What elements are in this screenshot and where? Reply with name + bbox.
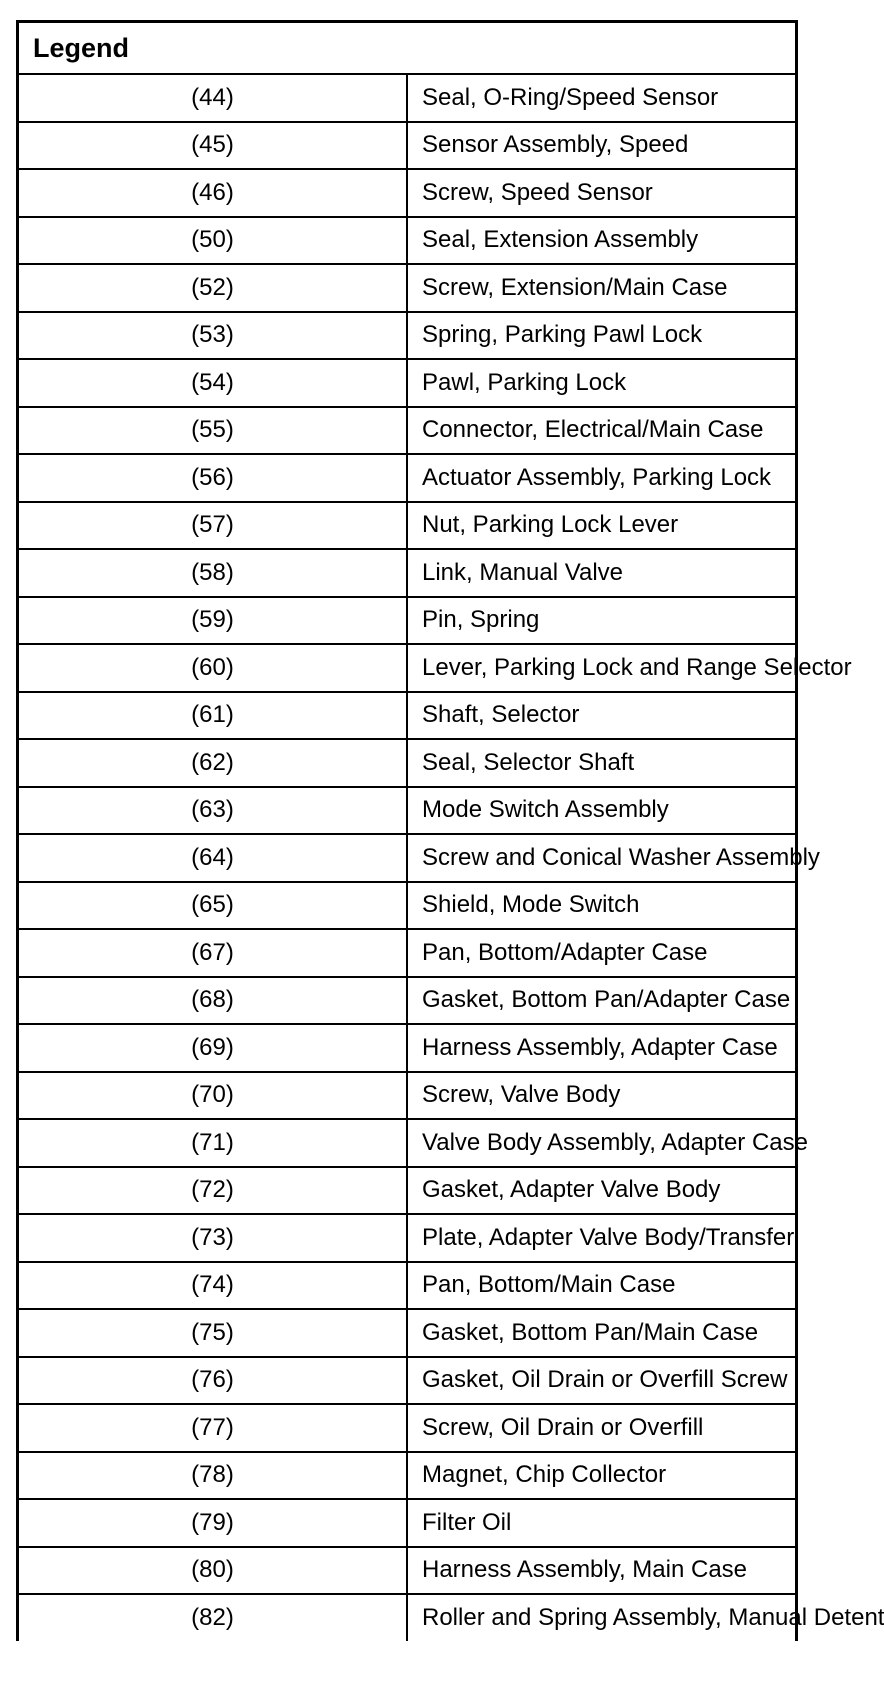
legend-item-description: Harness Assembly, Adapter Case bbox=[407, 1024, 797, 1072]
legend-item-description: Seal, Extension Assembly bbox=[407, 217, 797, 265]
legend-item-description: Sensor Assembly, Speed bbox=[407, 122, 797, 170]
legend-item-number: (58) bbox=[18, 549, 408, 597]
legend-item-description: Gasket, Adapter Valve Body bbox=[407, 1167, 797, 1215]
legend-item-description: Harness Assembly, Main Case bbox=[407, 1547, 797, 1595]
legend-item-description: Connector, Electrical/Main Case bbox=[407, 407, 797, 455]
legend-item-number: (79) bbox=[18, 1499, 408, 1547]
legend-item-number: (74) bbox=[18, 1262, 408, 1310]
legend-item-number: (50) bbox=[18, 217, 408, 265]
legend-item-number: (72) bbox=[18, 1167, 408, 1215]
legend-item-number: (82) bbox=[18, 1594, 408, 1641]
legend-item-description: Magnet, Chip Collector bbox=[407, 1452, 797, 1500]
legend-item-description: Pan, Bottom/Adapter Case bbox=[407, 929, 797, 977]
legend-row bbox=[18, 407, 797, 455]
legend-row bbox=[18, 787, 797, 835]
legend-row bbox=[18, 122, 797, 170]
legend-row bbox=[18, 1262, 797, 1310]
legend-item-number: (61) bbox=[18, 692, 408, 740]
legend-item-description: Pawl, Parking Lock bbox=[407, 359, 797, 407]
legend-item-description: Filter Oil bbox=[407, 1499, 797, 1547]
legend-row bbox=[18, 74, 797, 122]
legend-item-number: (53) bbox=[18, 312, 408, 360]
legend-item-number: (65) bbox=[18, 882, 408, 930]
legend-item-number: (45) bbox=[18, 122, 408, 170]
legend-row bbox=[18, 1072, 797, 1120]
legend-row bbox=[18, 549, 797, 597]
legend-item-number: (76) bbox=[18, 1357, 408, 1405]
legend-item-number: (44) bbox=[18, 74, 408, 122]
legend-item-number: (68) bbox=[18, 977, 408, 1025]
legend-row bbox=[18, 929, 797, 977]
legend-item-number: (75) bbox=[18, 1309, 408, 1357]
legend-row bbox=[18, 454, 797, 502]
legend-item-number: (73) bbox=[18, 1214, 408, 1262]
legend-row bbox=[18, 1594, 797, 1641]
legend-item-number: (52) bbox=[18, 264, 408, 312]
legend-row bbox=[18, 882, 797, 930]
legend-item-number: (56) bbox=[18, 454, 408, 502]
legend-row bbox=[18, 1167, 797, 1215]
legend-item-description: Lever, Parking Lock and Range Selector bbox=[407, 644, 797, 692]
legend-item-description: Plate, Adapter Valve Body/Transfer bbox=[407, 1214, 797, 1262]
legend-item-number: (57) bbox=[18, 502, 408, 550]
legend-item-number: (70) bbox=[18, 1072, 408, 1120]
legend-row bbox=[18, 597, 797, 645]
legend-row bbox=[18, 739, 797, 787]
legend-row bbox=[18, 502, 797, 550]
legend-item-description: Screw, Speed Sensor bbox=[407, 169, 797, 217]
legend-item-number: (63) bbox=[18, 787, 408, 835]
legend-row bbox=[18, 644, 797, 692]
legend-item-description: Pan, Bottom/Main Case bbox=[407, 1262, 797, 1310]
legend-item-description: Nut, Parking Lock Lever bbox=[407, 502, 797, 550]
legend-row bbox=[18, 1119, 797, 1167]
legend-item-description: Shaft, Selector bbox=[407, 692, 797, 740]
legend-row bbox=[18, 1547, 797, 1595]
legend-title: Legend bbox=[18, 22, 797, 75]
legend-item-description: Valve Body Assembly, Adapter Case bbox=[407, 1119, 797, 1167]
legend-row bbox=[18, 1357, 797, 1405]
legend-row bbox=[18, 1309, 797, 1357]
legend-item-number: (64) bbox=[18, 834, 408, 882]
legend-item-description: Gasket, Bottom Pan/Adapter Case bbox=[407, 977, 797, 1025]
legend-item-number: (46) bbox=[18, 169, 408, 217]
legend-item-description: Roller and Spring Assembly, Manual Detent bbox=[422, 1603, 884, 1631]
legend-header-row bbox=[18, 22, 797, 75]
legend-row bbox=[18, 1499, 797, 1547]
legend-row bbox=[18, 312, 797, 360]
legend-item-description: Screw, Oil Drain or Overfill bbox=[407, 1404, 797, 1452]
legend-row bbox=[18, 359, 797, 407]
legend-item-description: Gasket, Bottom Pan/Main Case bbox=[407, 1309, 797, 1357]
legend-item-description: Gasket, Oil Drain or Overfill Screw bbox=[407, 1357, 797, 1405]
legend-row bbox=[18, 169, 797, 217]
legend-item-description: Spring, Parking Pawl Lock bbox=[407, 312, 797, 360]
legend-row bbox=[18, 1024, 797, 1072]
legend-row bbox=[18, 1214, 797, 1262]
legend-item-number: (69) bbox=[18, 1024, 408, 1072]
legend-row bbox=[18, 1404, 797, 1452]
legend-item-description: Seal, O-Ring/Speed Sensor bbox=[407, 74, 797, 122]
legend-item-description: Link, Manual Valve bbox=[407, 549, 797, 597]
legend-row bbox=[18, 834, 797, 882]
legend-item-description: Mode Switch Assembly bbox=[407, 787, 797, 835]
legend-item-number: (54) bbox=[18, 359, 408, 407]
legend-item-description: Screw, Extension/Main Case bbox=[407, 264, 797, 312]
legend-row bbox=[18, 217, 797, 265]
legend-row bbox=[18, 1452, 797, 1500]
legend-row bbox=[18, 264, 797, 312]
legend-item-number: (71) bbox=[18, 1119, 408, 1167]
legend-item-description: Pin, Spring bbox=[407, 597, 797, 645]
legend-item-number: (77) bbox=[18, 1404, 408, 1452]
legend-table bbox=[16, 20, 884, 1641]
legend-item-number: (55) bbox=[18, 407, 408, 455]
legend-item-description: Screw and Conical Washer Assembly bbox=[407, 834, 797, 882]
legend-item-number: (67) bbox=[18, 929, 408, 977]
legend-item-number: (80) bbox=[18, 1547, 408, 1595]
legend-item-description: Actuator Assembly, Parking Lock bbox=[407, 454, 797, 502]
legend-item-number: (62) bbox=[18, 739, 408, 787]
legend-item-description: Shield, Mode Switch bbox=[407, 882, 797, 930]
legend-item-description: Seal, Selector Shaft bbox=[407, 739, 797, 787]
legend-item-number: (78) bbox=[18, 1452, 408, 1500]
legend-item-number: (59) bbox=[18, 597, 408, 645]
legend-row bbox=[18, 692, 797, 740]
legend-body bbox=[18, 22, 884, 1641]
legend-item-number: (60) bbox=[18, 644, 408, 692]
legend-row bbox=[18, 977, 797, 1025]
legend-item-description: Screw, Valve Body bbox=[407, 1072, 797, 1120]
